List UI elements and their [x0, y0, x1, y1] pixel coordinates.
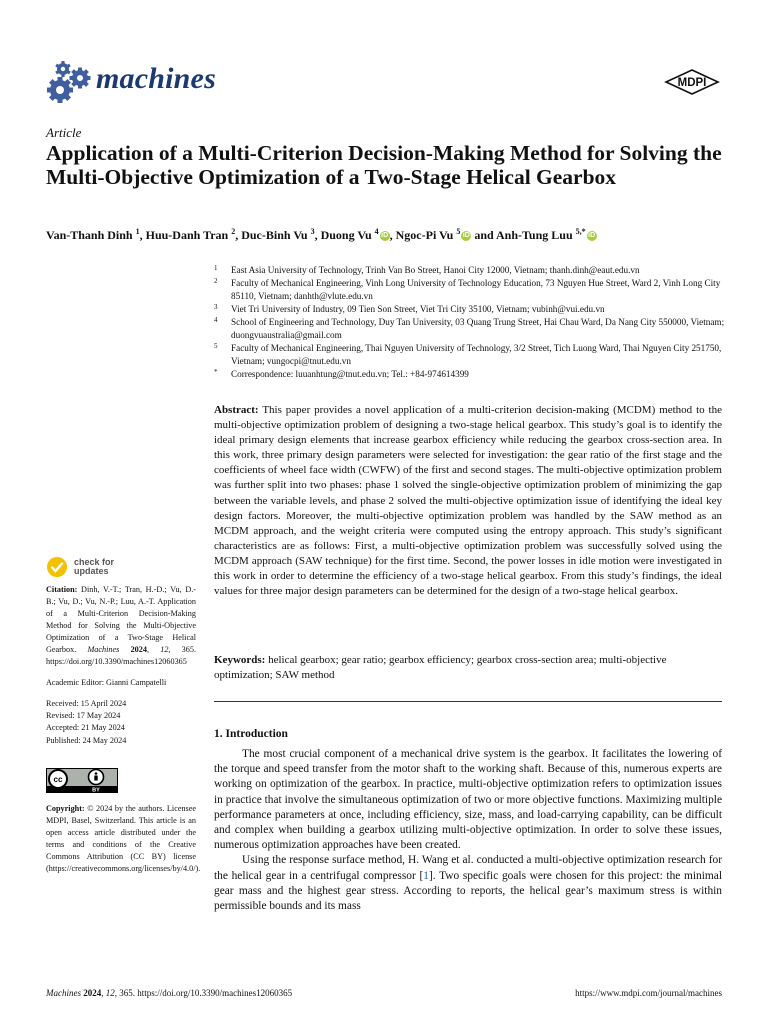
journal-name: machines: [96, 62, 216, 95]
section-divider: [214, 701, 722, 702]
abstract: [214, 403, 722, 599]
author-affiliation-mark: 5,*: [575, 227, 586, 236]
section-heading: 1. Introduction: [214, 728, 288, 740]
affiliation: [214, 342, 734, 368]
mdpi-logo: [664, 69, 720, 95]
check-updates-line1: check for: [74, 557, 115, 567]
orcid-icon[interactable]: iD: [588, 232, 596, 240]
affiliation-number: *: [214, 368, 218, 376]
gears-icon: [46, 60, 92, 104]
copyright: [46, 803, 201, 875]
article-type: Article: [46, 125, 82, 140]
svg-text:cc: cc: [53, 774, 63, 784]
affiliation-number: 1: [214, 264, 218, 272]
author-affiliation-mark: 2: [231, 227, 236, 236]
cc-by-license-icon[interactable]: [46, 768, 118, 793]
mdpi-logo-text: MDPI: [677, 77, 707, 89]
citation-journal: Machines: [87, 645, 120, 654]
author: Van-Thanh Dinh $^1$: [46, 227, 140, 242]
affiliation-number: 2: [214, 277, 218, 285]
affiliation-text: School of Engineering and Technology, Duy Tan University, 03 Quang Trung Street, Hai Chau Ward, Da Nang City 550000, Vietnam; duongvuaustralia@gmail.com: [231, 317, 725, 340]
footer-journal-url[interactable]: https://www.mdpi.com/journal/machines: [575, 988, 722, 998]
affiliation: [214, 368, 734, 381]
date-entry: Received: 15 April 2024: [46, 699, 127, 708]
footer-volume: 12: [105, 988, 115, 998]
affiliation-text: Faculty of Mechanical Engineering, Thai Nguyen University of Technology, 3/2 Street, Tich Luong Ward, Thai Nguyen City 251750, Vietnam; vungocpi@tnut.edu.vn: [231, 343, 722, 366]
academic-editor: Academic Editor: Gianni Campatelli: [46, 678, 167, 687]
citation-doi[interactable]: , 365. https://doi.org/10.3390/machines12060365: [46, 645, 197, 666]
copyright-label: Copyright:: [46, 803, 85, 813]
date-entry: Published: 24 May 2024: [46, 735, 127, 745]
intro-text: Using the response surface method, H. Wang et al. conducted a multi-objective optimization research for the helical gear in a centrifugal compressor [: [214, 854, 722, 882]
affiliation-text: Faculty of Mechanical Engineering, Vinh Long University of Technology Education, 73 Nguyen Hue Street, Ward 2, Vinh Long City 85110, Vietnam; danhth@vlute.edu.vn: [231, 278, 721, 301]
author: Anh-Tung Luu $^{5,*}$ iD: [496, 227, 596, 242]
footer-citation: Machines 2024, 12, 365. https://doi.org/10.3390/machines12060365: [46, 988, 293, 998]
footer-doi[interactable]: , 365. https://doi.org/10.3390/machines12060365: [114, 988, 293, 998]
affiliation-text: East Asia University of Technology, Trinh Van Bo Street, Hanoi City 12000, Vietnam; thanh.dinh@eaut.edu.vn: [231, 265, 640, 275]
affiliation-number: 3: [214, 303, 218, 311]
sidebar: [46, 556, 201, 884]
affiliation-number: 5: [214, 342, 218, 350]
citation-volume: 12: [160, 645, 169, 654]
check-updates-line2: updates: [74, 566, 109, 576]
affiliations: [214, 264, 734, 381]
affiliation: [214, 264, 734, 277]
author-list: Van-Thanh Dinh $^1$, Huu-Danh Tran $^2$, Duc-Binh Vu $^3$, Duong Vu $^4$ iD , Ngoc-Pi Vu $^5$ iD and Anh-Tung Luu $^{5,*}$ iD: [46, 227, 596, 242]
reference-link[interactable]: 1: [423, 869, 429, 882]
affiliation-text: Viet Tri University of Industry, 09 Tien Son Street, Viet Tri City 35100, Vietnam; vubinh@vui.edu.vn: [231, 304, 605, 314]
author: Duc-Binh Vu $^3$: [241, 227, 315, 242]
abstract-text: This paper provides a novel application of a multi-criterion decision-making (MCDM) method to the multi-objective optimization problem of designing a two-stage helical gearbox. This study’s goal is to identify the ideal primary design elements that increase gearbox efficiency while reducing the gearbox cross-section area. In this work, three primary design parameters were selected for investigation: the gear ratio of the first stage and the coefficients of wheel face width (CWFW) of the first and second stages. The multi-objective optimization problem was further split into two phases: phase 1 solved the single-objective optimization problem of minimizing the gap between the variable levels, and phase 2 solved the multi-objective optimization issue of identifying the ideal key design factors. Moreover, the multi-objective optimization problem was handled by the SAW method as an MCDM approach, and the weight criteria were computed using the entropy approach. This study’s significant characteristics are as follows: First, a multi-objective optimization problem was successfully solved using the MCDM approach (SAW technique) for the first time. Second, the power losses in idle motion were investigated in this work in order to determine the efficiency of a two-stage helical gearbox. From this study’s findings, the ideal values for three major design parameters can be determined for the design of a two-stage helical gearbox.: [214, 404, 722, 598]
intro-paragraph: [214, 853, 722, 914]
citation: Citation: Dinh, V.-T.; Tran, H.-D.; Vu, D.-B.; Vu, D.; Vu, N.-P.; Luu, A.-T. Application of a Multi-Criterion Decision-Making Method for Solving the Multi-Objective Optimization of a Two-Stage Helical Gearbox. Machines 2024, 12, 365. https://doi.org/10.3390/machines12060365: [46, 585, 197, 666]
author-affiliation-mark: 3: [310, 227, 315, 236]
intro-paragraph: The most crucial component of a mechanical drive system is the gearbox. It facilitates the lowering of the torque and speed transfer from the motor shaft to the working shaft. Because of this, numerous experts are working on optimization of the gearbox. In practice, multi-objective optimization refers to optimization issues in practice that involve the simultaneous optimization of two or more objective functions. Maximizing multiple performance parameters at once, including efficiency, size, mass, and load-carrying capability, can be difficult and complex when building a gearbox utilizing multi-objective optimization. In order to solve these issues, numerous optimization approaches have been created.: [214, 748, 722, 852]
author-affiliation-mark: 5: [456, 227, 461, 236]
orcid-icon[interactable]: iD: [462, 232, 470, 240]
citation-year: 2024: [130, 645, 147, 654]
dates: [46, 698, 196, 747]
citation-label: Citation:: [46, 585, 78, 594]
check-updates-icon: [46, 556, 68, 578]
citation-text: Dinh, V.-T.; Tran, H.-D.; Vu, D.-B.; Vu, D.; Vu, N.-P.; Luu, A.-T. Application of a Multi-Criterion Decision-Making Method for Solving the Multi-Objective Optimization of a Two-Stage Helical Gearbox.: [46, 585, 197, 654]
author-affiliation-mark: 4: [374, 227, 379, 236]
copyright-text: © 2024 by the authors. Licensee MDPI, Basel, Switzerland. This article is an open access article distributed under the terms and conditions of the Creative Commons Attribution (CC BY) license (https://creativecommons.org/licenses/by/4.0/).: [46, 803, 201, 873]
date-entry: Revised: 17 May 2024: [46, 711, 121, 721]
paper-title: Application of a Multi-Criterion Decision-Making Method for Solving the Multi-Objective Optimization of a Two-Stage Helical Gearbox: [46, 141, 722, 189]
affiliation: [214, 316, 734, 342]
page-footer: [46, 988, 722, 998]
author: Huu-Danh Tran $^2$: [145, 227, 236, 242]
author-affiliation-mark: 1: [135, 227, 140, 236]
keywords-label: Keywords:: [214, 654, 266, 666]
footer-journal: Machines: [46, 988, 81, 998]
affiliation-number: 4: [214, 316, 218, 324]
footer-year: 2024: [83, 988, 102, 998]
intro-text: ]. Two specific goals were chosen for this project: the minimal gear mass and the highest gear stress. According to reports, the helical gear’s maximum stress is within permissible bounds and its mass: [214, 869, 722, 913]
affiliation: [214, 303, 734, 316]
introduction-body: [214, 747, 722, 914]
abstract-label: Abstract:: [214, 404, 259, 416]
author: Duong Vu $^4$ iD: [320, 227, 389, 242]
affiliation-text: Correspondence: luuanhtung@tnut.edu.vn; Tel.: +84-974614399: [231, 369, 469, 379]
orcid-icon[interactable]: iD: [381, 232, 389, 240]
keywords: [214, 653, 722, 683]
license-badge-text: BY: [92, 787, 100, 793]
keywords-text: helical gearbox; gear ratio; gearbox efficiency; gearbox cross-section area; multi-objective optimization; SAW method: [214, 654, 667, 682]
check-for-updates-button[interactable]: [46, 556, 196, 578]
author: Ngoc-Pi Vu $^5$ iD: [395, 227, 470, 242]
affiliation: [214, 277, 734, 303]
date-entry: Accepted: 21 May 2024: [46, 723, 125, 733]
